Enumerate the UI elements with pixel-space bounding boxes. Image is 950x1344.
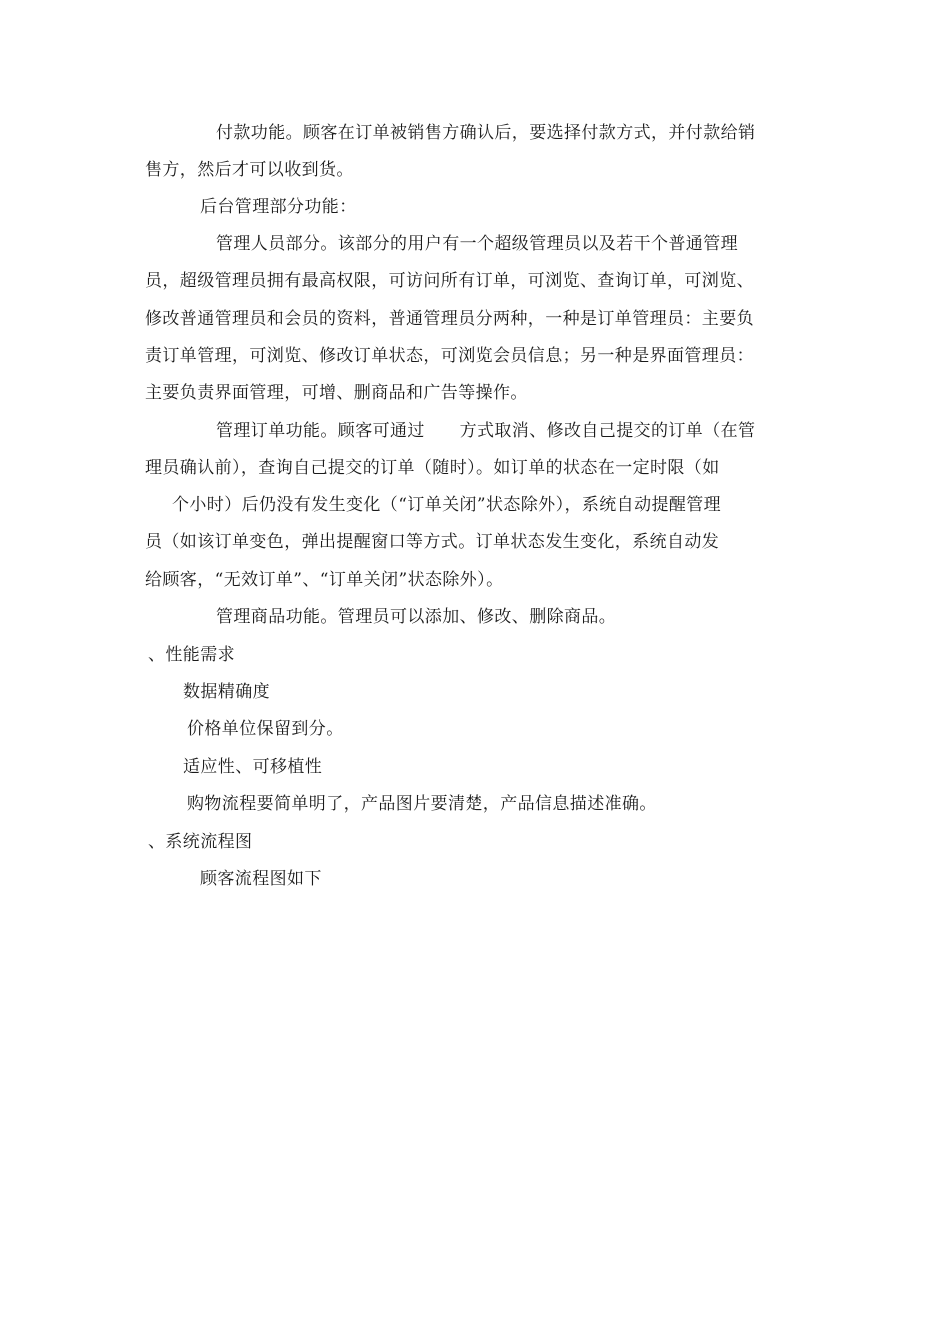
text-line-8: 主要负责界面管理，可增、删商品和广告等操作。 xyxy=(145,383,528,403)
text-line-7: 责订单管理，可浏览、修改订单状态，可浏览会员信息；另一种是界面管理员： xyxy=(145,346,754,366)
section-heading-backend: 后台管理部分功能： xyxy=(200,197,357,217)
section-heading-flowchart: 、系统流程图 xyxy=(148,832,253,852)
subheading-data-precision: 数据精确度 xyxy=(183,682,270,702)
text-line-9: 管理订单功能。顾客可通过 方式取消、修改自己提交的订单（在管 xyxy=(216,421,756,441)
text-line-13: 给顾客，“无效订单”、“订单关闭”状态除外）。 xyxy=(145,570,504,590)
subheading-portability: 适应性、可移植性 xyxy=(183,757,323,777)
text-line-19: 购物流程要简单明了，产品图片要清楚，产品信息描述准确。 xyxy=(187,794,657,814)
text-line-17: 价格单位保留到分。 xyxy=(187,719,344,739)
text-line-21: 顾客流程图如下 xyxy=(200,869,322,889)
text-line-6: 修改普通管理员和会员的资料，普通管理员分两种，一种是订单管理员：主要负 xyxy=(145,309,754,329)
text-line-2: 售方，然后才可以收到货。 xyxy=(145,160,354,180)
text-line-4: 管理人员部分。该部分的用户有一个超级管理员以及若干个普通管理 xyxy=(216,234,738,254)
text-line-5: 员，超级管理员拥有最高权限，可访问所有订单，可浏览、查询订单，可浏览、 xyxy=(145,271,754,291)
section-heading-performance: 、性能需求 xyxy=(148,645,235,665)
text-line-1: 付款功能。顾客在订单被销售方确认后，要选择付款方式，并付款给销 xyxy=(216,123,756,143)
text-line-12: 员（如该订单变色，弹出提醒窗口等方式。订单状态发生变化，系统自动发 xyxy=(145,532,720,552)
text-line-14: 管理商品功能。管理员可以添加、修改、删除商品。 xyxy=(216,607,617,627)
text-line-10: 理员确认前），查询自己提交的订单（随时）。如订单的状态在一定时限（如 xyxy=(145,458,720,478)
text-line-11: 个小时）后仍没有发生变化（“订单关闭”状态除外），系统自动提醒管理 xyxy=(172,495,722,515)
